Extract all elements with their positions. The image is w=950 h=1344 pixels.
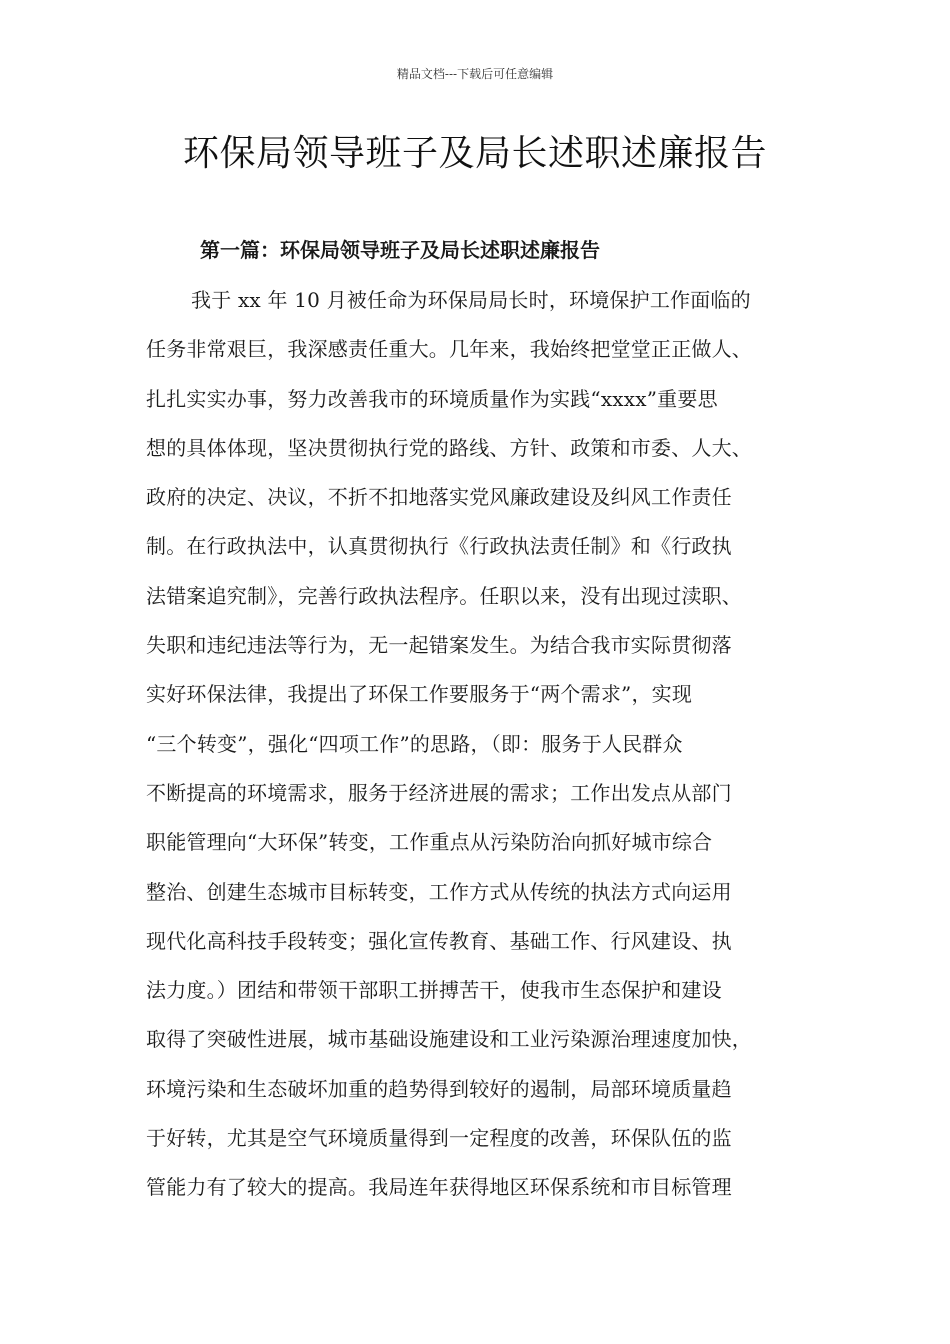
text-line: 任务非常艰巨，我深感责任重大。几年来，我始终把堂堂正正做人、 xyxy=(146,337,752,362)
text-line: 法错案追究制》，完善行政执法程序。任职以来，没有出现过渎职、 xyxy=(146,583,742,608)
text-line: 取得了突破性进展，城市基础设施建设和工业污染源治理速度加快， xyxy=(146,1027,752,1052)
text-line: 环境污染和生态破坏加重的趋势得到较好的遏制，局部环境质量趋 xyxy=(146,1076,732,1101)
text-line: 我于 xx 年 10 月被任命为环保局局长时，环境保护工作面临的 xyxy=(191,288,751,312)
text-line: 现代化高科技手段转变；强化宣传教育、基础工作、行风建设、执 xyxy=(146,928,732,953)
body-text xyxy=(146,280,810,1217)
text-line: “三个转变”，强化“四项工作”的思路，（即：服务于人民群众 xyxy=(146,731,683,756)
section-heading: 第一篇：环保局领导班子及局长述职述廉报告 xyxy=(200,238,600,262)
text-line: 法力度。）团结和带领干部职工拼搏苦干，使我市生态保护和建设 xyxy=(146,978,722,1003)
text-line: 政府的决定、决议，不折不扣地落实党风廉政建设及纠风工作责任 xyxy=(146,485,732,510)
text-line: 管能力有了较大的提高。我局连年获得地区环保系统和市目标管理 xyxy=(146,1175,732,1200)
text-line: 不断提高的环境需求，服务于经济进展的需求；工作出发点从部门 xyxy=(146,780,732,805)
text-line: 制。在行政执法中，认真贯彻执行《行政执法责任制》和《行政执 xyxy=(146,534,732,559)
text-line: 于好转，尤其是空气环境质量得到一定程度的改善，环保队伍的监 xyxy=(146,1126,732,1151)
text-line: 扎扎实实办事，努力改善我市的环境质量作为实践“xxxx”重要思 xyxy=(146,386,718,411)
text-line: 实好环保法律，我提出了环保工作要服务于“两个需求”，实现 xyxy=(146,682,693,707)
text-line: 想的具体体现，坚决贯彻执行党的路线、方针、政策和市委、人大、 xyxy=(146,435,752,460)
document-title: 环保局领导班子及局长述职述廉报告 xyxy=(182,133,767,174)
text-line: 失职和违纪违法等行为，无一起错案发生。为结合我市实际贯彻落 xyxy=(146,633,732,658)
text-line: 整治、创建生态城市目标转变，工作方式从传统的执法方式向运用 xyxy=(146,879,732,904)
page-header: 精品文档---下载后可任意编辑 xyxy=(396,67,554,81)
text-line: 职能管理向“大环保”转变，工作重点从污染防治向抓好城市综合 xyxy=(146,830,713,855)
